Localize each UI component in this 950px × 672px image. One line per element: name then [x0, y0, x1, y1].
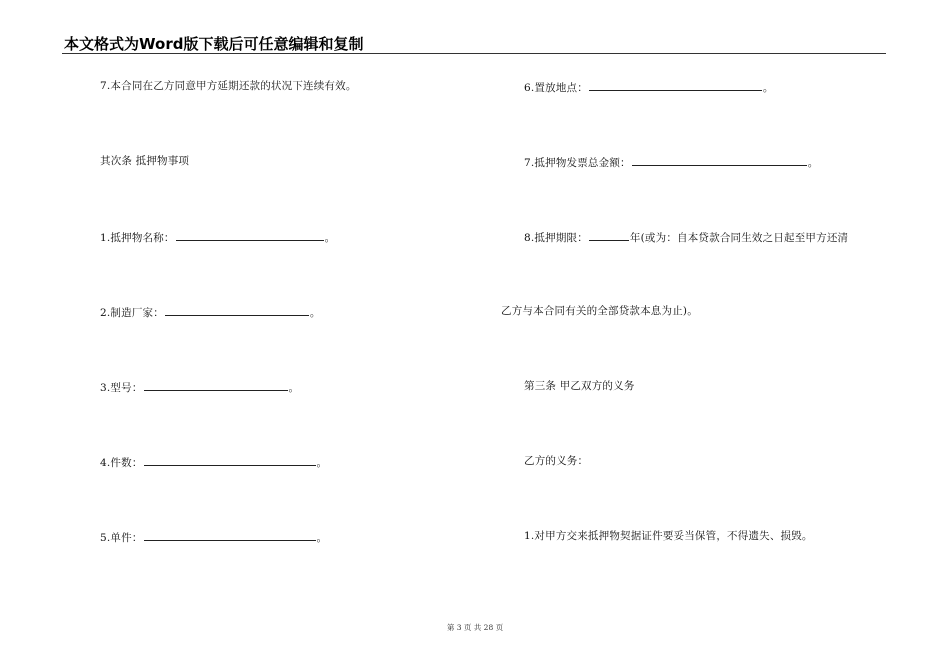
item-3-blank[interactable] [144, 379, 288, 391]
item-5-period: 。 [316, 532, 328, 544]
item-1-period: 。 [324, 232, 336, 244]
item-6-period: 。 [762, 82, 774, 94]
item-1-label: 1.抵押物名称： [100, 232, 175, 244]
party-b-duties-title: 乙方的义务： [524, 455, 589, 467]
item-1-collateral-name [100, 229, 335, 245]
item-4-blank[interactable] [144, 454, 316, 466]
item-8-term [524, 229, 848, 245]
duty-1-text: 1.对甲方交来抵押物契据证件要妥当保管，不得遗失、损毁。 [524, 530, 813, 542]
item-6-blank[interactable] [589, 79, 762, 91]
item-2-label: 2.制造厂家： [100, 307, 164, 319]
item-4-period: 。 [316, 457, 328, 469]
section-3-title: 第三条 甲乙双方的义务 [524, 380, 635, 392]
item-1-blank[interactable] [176, 229, 324, 241]
item-5-blank[interactable] [144, 529, 316, 541]
item-4-label: 4.件数： [100, 457, 143, 469]
item-3-label: 3.型号： [100, 382, 143, 394]
item-7-label: 7.抵押物发票总金额： [524, 157, 631, 169]
item-4-quantity [100, 454, 327, 470]
item-8-continuation: 乙方与本合同有关的全部贷款本息为止)。 [501, 305, 698, 317]
item-8-text: 年(或为：自本贷款合同生效之日起至甲方还清 [629, 232, 849, 244]
item-2-manufacturer [100, 304, 321, 320]
item-2-blank[interactable] [165, 304, 309, 316]
header-divider [62, 53, 886, 54]
item-3-period: 。 [288, 382, 300, 394]
item-5-unit [100, 529, 327, 545]
item-6-label: 6.置放地点： [524, 82, 588, 94]
item-7-blank[interactable] [632, 154, 807, 166]
item-6-location [524, 79, 774, 95]
item-7-period: 。 [807, 157, 819, 169]
document-header-title: 本文格式为Word版下载后可任意编辑和复制 [64, 35, 364, 53]
item-8-years-blank[interactable] [589, 229, 629, 241]
item-5-label: 5.单件： [100, 532, 143, 544]
section-2-title: 其次条 抵押物事项 [100, 155, 190, 167]
item-7-invoice-total [524, 154, 818, 170]
item-3-model [100, 379, 299, 395]
clause-7-text: 7.本合同在乙方同意甲方延期还款的状况下连续有效。 [100, 80, 357, 92]
page-number-footer: 第 3 页 共 28 页 [446, 623, 504, 632]
item-8-label: 8.抵押期限： [524, 232, 588, 244]
item-2-period: 。 [309, 307, 321, 319]
